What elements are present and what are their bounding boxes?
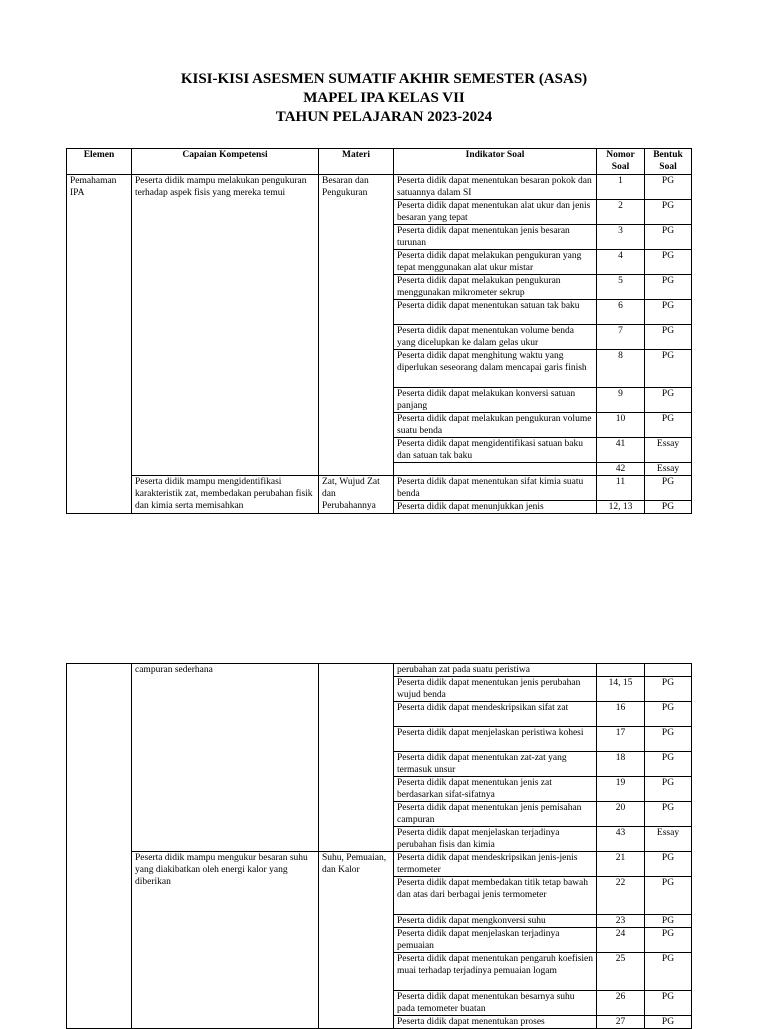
nomor-cell: 11 <box>597 476 645 501</box>
nomor-cell: 43 <box>597 827 645 852</box>
bentuk-cell: PG <box>645 350 692 388</box>
indikator-cell: Peserta didik dapat menunjukkan jenis <box>394 501 597 514</box>
indikator-cell: Peserta didik dapat menentukan jenis perubahan wujud benda <box>394 677 597 702</box>
indikator-cell: Peserta didik dapat melakukan pengukuran volume suatu benda <box>394 413 597 438</box>
bentuk-cell <box>645 664 692 677</box>
header-materi: Materi <box>319 149 394 175</box>
capaian-cell: Peserta didik mampu melakukan pengukuran terhadap aspek fisis yang mereka temui <box>132 175 319 476</box>
nomor-cell: 12, 13 <box>597 501 645 514</box>
header-indikator: Indikator Soal <box>394 149 597 175</box>
capaian-cell: campuran sederhana <box>132 664 319 852</box>
nomor-cell: 1 <box>597 175 645 200</box>
header-elemen: Elemen <box>67 149 132 175</box>
table-row <box>67 664 692 677</box>
header-bentuk: Bentuk Soal <box>645 149 692 175</box>
bentuk-cell: PG <box>645 501 692 514</box>
indikator-cell: Peserta didik dapat menentukan proses <box>394 1016 597 1029</box>
nomor-cell: 25 <box>597 953 645 991</box>
indikator-cell: Peserta didik dapat menentukan pengaruh koefisien muai terhadap terjadinya pemuaian logam <box>394 953 597 991</box>
nomor-cell: 20 <box>597 802 645 827</box>
capaian-cell: Peserta didik mampu mengidentifikasi karakteristik zat, membedakan perubahan fisik dan kimia serta memisahkan <box>132 476 319 514</box>
kisi-kisi-table-page-2 <box>66 663 692 1029</box>
indikator-cell: Peserta didik dapat mengidentifikasi satuan baku dan satuan tak baku <box>394 438 597 463</box>
nomor-cell: 21 <box>597 852 645 877</box>
bentuk-cell: PG <box>645 752 692 777</box>
indikator-cell <box>394 463 597 476</box>
indikator-cell: perubahan zat pada suatu peristiwa <box>394 664 597 677</box>
indikator-cell: Peserta didik dapat mendeskripsikan sifat zat <box>394 702 597 727</box>
nomor-cell: 19 <box>597 777 645 802</box>
bentuk-cell: PG <box>645 953 692 991</box>
bentuk-cell: PG <box>645 275 692 300</box>
bentuk-cell: PG <box>645 991 692 1016</box>
table-row <box>67 175 692 200</box>
indikator-cell: Peserta didik dapat menentukan sifat kimia suatu benda <box>394 476 597 501</box>
nomor-cell: 8 <box>597 350 645 388</box>
indikator-cell: Peserta didik dapat mengkonversi suhu <box>394 915 597 928</box>
bentuk-cell: PG <box>645 250 692 275</box>
table-row <box>67 852 692 877</box>
nomor-cell <box>597 664 645 677</box>
indikator-cell: Peserta didik dapat menentukan besaran pokok dan satuannya dalam SI <box>394 175 597 200</box>
indikator-cell: Peserta didik dapat menentukan besarnya suhu pada temometer buatan <box>394 991 597 1016</box>
capaian-cell: Peserta didik mampu mengukur besaran suhu yang diakibatkan oleh energi kalor yang diberikan <box>132 852 319 1029</box>
nomor-cell: 6 <box>597 300 645 325</box>
bentuk-cell: PG <box>645 677 692 702</box>
indikator-cell: Peserta didik dapat melakukan pengukuran yang tepat menggunakan alat ukur mistar <box>394 250 597 275</box>
nomor-cell: 22 <box>597 877 645 915</box>
title-line-2: MAPEL IPA KELAS VII <box>303 90 465 106</box>
elemen-cell: Pemahaman IPA <box>67 175 132 514</box>
bentuk-cell: PG <box>645 877 692 915</box>
indikator-cell: Peserta didik dapat melakukan konversi satuan panjang <box>394 388 597 413</box>
nomor-cell: 41 <box>597 438 645 463</box>
nomor-cell: 4 <box>597 250 645 275</box>
indikator-cell: Peserta didik dapat menentukan jenis pemisahan campuran <box>394 802 597 827</box>
bentuk-cell: PG <box>645 200 692 225</box>
nomor-cell: 17 <box>597 727 645 752</box>
nomor-cell: 16 <box>597 702 645 727</box>
elemen-cell <box>67 664 132 1029</box>
indikator-cell: Peserta didik dapat menjelaskan peristiwa kohesi <box>394 727 597 752</box>
nomor-cell: 9 <box>597 388 645 413</box>
materi-cell: Besaran dan Pengukuran <box>319 175 394 476</box>
nomor-cell: 14, 15 <box>597 677 645 702</box>
bentuk-cell: PG <box>645 852 692 877</box>
bentuk-cell: PG <box>645 476 692 501</box>
bentuk-cell: PG <box>645 1016 692 1029</box>
header-nomor: Nomor Soal <box>597 149 645 175</box>
bentuk-cell: PG <box>645 802 692 827</box>
materi-cell: Zat, Wujud Zat dan Perubahannya <box>319 476 394 514</box>
nomor-cell: 27 <box>597 1016 645 1029</box>
nomor-cell: 26 <box>597 991 645 1016</box>
table-row <box>67 476 692 501</box>
bentuk-cell: PG <box>645 928 692 953</box>
bentuk-cell: PG <box>645 702 692 727</box>
bentuk-cell: PG <box>645 225 692 250</box>
nomor-cell: 10 <box>597 413 645 438</box>
title-line-1: KISI-KISI ASESMEN SUMATIF AKHIR SEMESTER (ASAS) <box>180 71 588 87</box>
nomor-cell: 3 <box>597 225 645 250</box>
nomor-cell: 23 <box>597 915 645 928</box>
indikator-cell: Peserta didik dapat menentukan jenis besaran turunan <box>394 225 597 250</box>
nomor-cell: 2 <box>597 200 645 225</box>
bentuk-cell: PG <box>645 727 692 752</box>
bentuk-cell: PG <box>645 413 692 438</box>
bentuk-cell: PG <box>645 777 692 802</box>
title-line-3: TAHUN PELAJARAN 2023-2024 <box>275 109 493 125</box>
nomor-cell: 7 <box>597 325 645 350</box>
nomor-cell: 5 <box>597 275 645 300</box>
indikator-cell: Peserta didik dapat melakukan pengukuran menggunakan mikrometer sekrup <box>394 275 597 300</box>
kisi-kisi-table-page-1 <box>66 148 692 514</box>
indikator-cell: Peserta didik dapat membedakan titik tetap bawah dan atas dari berbagai jenis termometer <box>394 877 597 915</box>
nomor-cell: 24 <box>597 928 645 953</box>
indikator-cell: Peserta didik dapat mendeskripsikan jenis-jenis termometer <box>394 852 597 877</box>
bentuk-cell: PG <box>645 388 692 413</box>
nomor-cell: 42 <box>597 463 645 476</box>
indikator-cell: Peserta didik dapat menjelaskan terjadinya pemuaian <box>394 928 597 953</box>
bentuk-cell: PG <box>645 300 692 325</box>
bentuk-cell: Essay <box>645 827 692 852</box>
materi-cell <box>319 664 394 852</box>
bentuk-cell: Essay <box>645 463 692 476</box>
document-title <box>0 70 768 127</box>
indikator-cell: Peserta didik dapat menentukan zat-zat yang termasuk unsur <box>394 752 597 777</box>
bentuk-cell: PG <box>645 175 692 200</box>
materi-cell: Suhu, Pemuaian, dan Kalor <box>319 852 394 1029</box>
bentuk-cell: PG <box>645 325 692 350</box>
indikator-cell: Peserta didik dapat menjelaskan terjadinya perubahan fisis dan kimia <box>394 827 597 852</box>
indikator-cell: Peserta didik dapat menghitung waktu yang diperlukan seseorang dalam mencapai garis finish <box>394 350 597 388</box>
nomor-cell: 18 <box>597 752 645 777</box>
bentuk-cell: PG <box>645 915 692 928</box>
header-capaian: Capaian Kompetensi <box>132 149 319 175</box>
bentuk-cell: Essay <box>645 438 692 463</box>
indikator-cell: Peserta didik dapat menentukan alat ukur dan jenis besaran yang tepat <box>394 200 597 225</box>
indikator-cell: Peserta didik dapat menentukan jenis zat berdasarkan sifat-sifatnya <box>394 777 597 802</box>
indikator-cell: Peserta didik dapat menentukan satuan tak baku <box>394 300 597 325</box>
indikator-cell: Peserta didik dapat menentukan volume benda yang dicelupkan ke dalam gelas ukur <box>394 325 597 350</box>
